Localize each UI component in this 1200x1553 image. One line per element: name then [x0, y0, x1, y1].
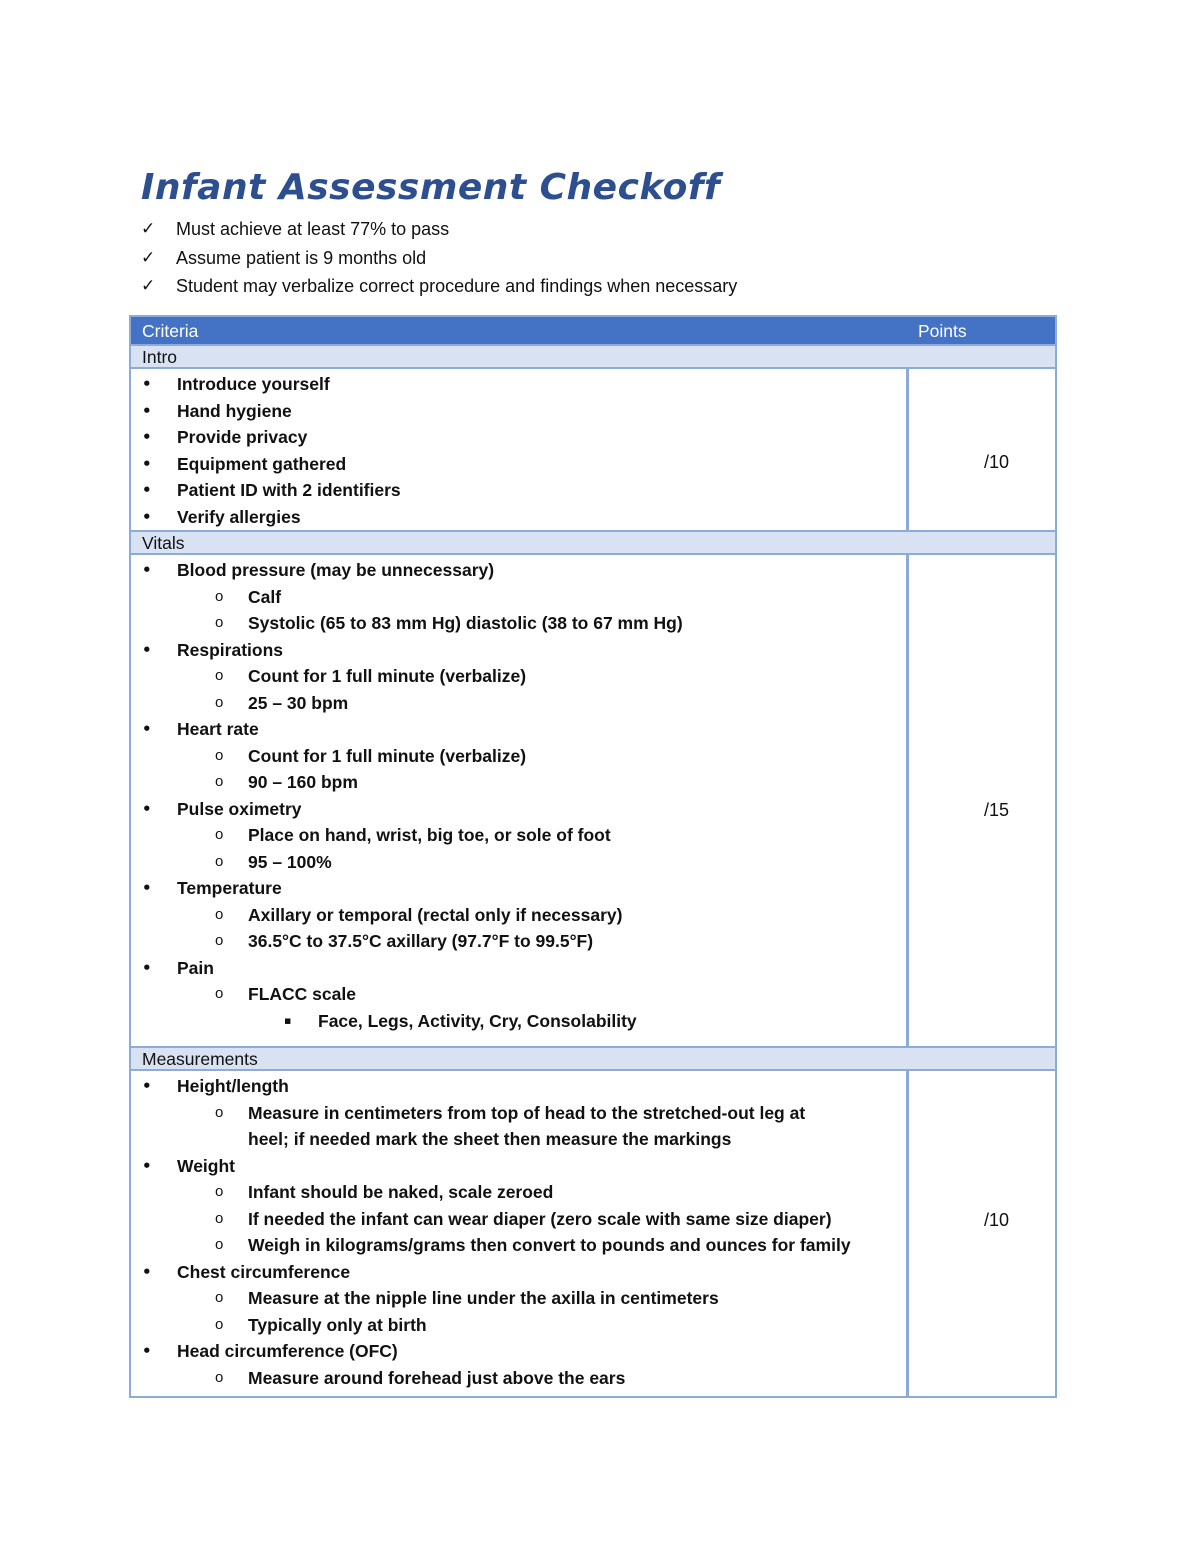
sub-bullet-icon: o	[215, 1183, 224, 1200]
sub-bullet-icon: o	[215, 1315, 224, 1333]
criteria-table	[129, 315, 1057, 1398]
bullet-icon: •	[142, 799, 152, 818]
checklist-item: ✓ Assume patient is 9 months old	[141, 244, 737, 273]
bullet-icon: •	[142, 640, 152, 659]
criteria-item-text: Verify allergies	[177, 506, 301, 527]
section-header-vitals: Vitals	[131, 530, 1055, 555]
criteria-item	[131, 1008, 683, 1035]
criteria-item	[131, 1285, 851, 1312]
criteria-item	[131, 477, 401, 504]
sub-bullet-icon: o	[215, 587, 224, 605]
criteria-item-text: 25 – 30 bpm	[248, 692, 349, 713]
criteria-item-text: Introduce yourself	[177, 374, 330, 394]
criteria-item	[131, 849, 683, 876]
criteria-item	[131, 716, 683, 743]
bullet-icon: •	[142, 454, 152, 473]
section-body-measurements	[131, 1071, 1055, 1396]
sub-bullet-icon: o	[215, 1103, 224, 1121]
criteria-item	[131, 1312, 851, 1339]
criteria-item-text: Pain	[177, 957, 214, 978]
checklist-item: ✓ Must achieve at least 77% to pass	[141, 215, 737, 244]
criteria-item	[131, 690, 683, 717]
criteria-item-text: Heart rate	[177, 719, 259, 739]
intro-list	[131, 371, 401, 530]
bullet-icon: •	[142, 481, 152, 499]
checklist-item: ✓ Student may verbalize correct procedure and findings when necessary	[141, 272, 737, 301]
vitals-points: /15	[984, 800, 1010, 820]
square-bullet-icon: ▪	[284, 1013, 292, 1027]
criteria-item	[131, 371, 401, 398]
criteria-item	[131, 1153, 851, 1180]
sub-bullet-icon: o	[215, 667, 224, 684]
criteria-item-text: Measure in centimeters from top of head to the stretched-out leg at	[248, 1102, 806, 1123]
bullet-icon: •	[142, 1077, 152, 1095]
criteria-item-text: Weigh in kilograms/grams then convert to pounds and ounces for family	[248, 1235, 851, 1255]
sub-bullet-icon: o	[215, 1289, 224, 1306]
points-column-header: Points	[918, 321, 967, 341]
criteria-item	[131, 584, 683, 611]
criteria-item	[131, 424, 401, 451]
vitals-list	[131, 557, 683, 1034]
bullet-icon: •	[142, 507, 152, 526]
criteria-item	[131, 743, 683, 770]
criteria-item-text: Pulse oximetry	[177, 798, 302, 819]
sub-bullet-icon: o	[215, 1209, 224, 1227]
page-title: Infant Assessment Checkoff	[141, 167, 721, 208]
criteria-item-text: Height/length	[177, 1076, 289, 1096]
measurements-points: /10	[984, 1210, 1010, 1230]
criteria-item	[131, 398, 401, 425]
criteria-item-text: Measure around forehead just above the ears	[248, 1367, 626, 1388]
criteria-item	[131, 451, 401, 478]
criteria-item	[131, 1232, 851, 1259]
checkmark-icon: ✓	[141, 276, 156, 296]
criteria-item	[131, 557, 683, 584]
table-header-row	[131, 317, 1055, 345]
criteria-item	[131, 610, 683, 637]
criteria-item	[131, 1206, 851, 1233]
criteria-item-text: Place on hand, wrist, big toe, or sole of foot	[248, 825, 611, 845]
criteria-item	[131, 1365, 851, 1392]
criteria-item	[131, 663, 683, 690]
bullet-icon: •	[142, 1262, 152, 1281]
section-body-vitals	[131, 555, 1055, 1045]
criteria-item	[131, 1100, 851, 1127]
criteria-item	[131, 637, 683, 664]
criteria-item-text: Infant should be naked, scale zeroed	[248, 1182, 554, 1202]
criteria-item	[131, 1259, 851, 1286]
criteria-item	[131, 875, 683, 902]
requirements-checklist	[141, 215, 737, 301]
criteria-item-text: Typically only at birth	[248, 1314, 427, 1335]
criteria-item-text: Axillary or temporal (rectal only if necessary)	[248, 904, 623, 925]
bullet-icon: •	[142, 958, 152, 977]
intro-points: /10	[984, 452, 1010, 472]
criteria-item	[131, 822, 683, 849]
checkmark-icon: ✓	[141, 247, 156, 268]
criteria-item	[131, 902, 683, 929]
bullet-icon: •	[142, 561, 152, 579]
criteria-item-text: 90 – 160 bpm	[248, 772, 358, 792]
bullet-icon: •	[142, 428, 152, 446]
criteria-item-text: heel; if needed mark the sheet then measure the markings	[248, 1129, 732, 1149]
criteria-item-text: Hand hygiene	[177, 400, 292, 421]
sub-bullet-icon: o	[215, 1368, 224, 1386]
criteria-item-text: Face, Legs, Activity, Cry, Consolability	[318, 1010, 637, 1031]
checkmark-icon: ✓	[141, 219, 156, 239]
criteria-item-text: 95 – 100%	[248, 851, 332, 872]
criteria-item-text: Calf	[248, 586, 282, 607]
criteria-item	[131, 1073, 851, 1100]
sub-bullet-icon: o	[215, 932, 224, 949]
criteria-item-text: Chest circumference	[177, 1261, 351, 1282]
section-header-intro: Intro	[131, 344, 1055, 369]
criteria-item-text: Equipment gathered	[177, 453, 347, 474]
criteria-item-text: Count for 1 full minute (verbalize)	[248, 666, 527, 686]
criteria-item	[131, 1179, 851, 1206]
bullet-icon: •	[142, 1156, 152, 1175]
section-body-intro	[131, 369, 1055, 531]
criteria-item-text: Provide privacy	[177, 427, 308, 447]
sub-bullet-icon: o	[215, 773, 224, 790]
criteria-item-text: FLACC scale	[248, 984, 356, 1004]
sub-bullet-icon: o	[215, 693, 224, 711]
sub-bullet-icon: o	[215, 614, 224, 631]
criteria-item-text: Blood pressure (may be unnecessary)	[177, 560, 495, 580]
criteria-item-text: Respirations	[177, 639, 283, 660]
bullet-icon: •	[142, 1342, 152, 1360]
criteria-item-text: 36.5°C to 37.5°C axillary (97.7°F to 99.5°F)	[248, 931, 594, 951]
bullet-icon: •	[142, 879, 152, 897]
criteria-item-text: Measure at the nipple line under the axilla in centimeters	[248, 1288, 719, 1308]
sub-bullet-icon: o	[215, 826, 224, 843]
criteria-item-text: Temperature	[177, 878, 282, 898]
criteria-item	[131, 955, 683, 982]
bullet-icon: •	[142, 375, 152, 393]
criteria-item-text: Weight	[177, 1155, 236, 1176]
criteria-item	[131, 769, 683, 796]
bullet-icon: •	[142, 720, 152, 738]
sub-bullet-icon: o	[215, 1236, 224, 1253]
criteria-item	[131, 981, 683, 1008]
sub-bullet-icon: o	[215, 852, 224, 870]
criteria-item	[131, 1338, 851, 1365]
sub-bullet-icon: o	[215, 985, 224, 1002]
measurements-list	[131, 1073, 851, 1391]
criteria-item-text: Systolic (65 to 83 mm Hg) diastolic (38 to 67 mm Hg)	[248, 613, 683, 633]
sub-bullet-icon: o	[215, 905, 224, 923]
criteria-item-text: Head circumference (OFC)	[177, 1341, 398, 1361]
sub-bullet-icon: o	[215, 746, 224, 764]
criteria-item	[131, 796, 683, 823]
criteria-column-header: Criteria	[142, 321, 199, 341]
criteria-item	[131, 928, 683, 955]
criteria-item-text: Count for 1 full minute (verbalize)	[248, 745, 527, 766]
criteria-item-text: If needed the infant can wear diaper (zero scale with same size diaper)	[248, 1208, 832, 1229]
section-header-measurements: Measurements	[131, 1046, 1055, 1071]
criteria-item	[131, 504, 401, 531]
criteria-item-text: Patient ID with 2 identifiers	[177, 480, 401, 500]
criteria-item	[131, 1126, 851, 1153]
bullet-icon: •	[142, 401, 152, 420]
